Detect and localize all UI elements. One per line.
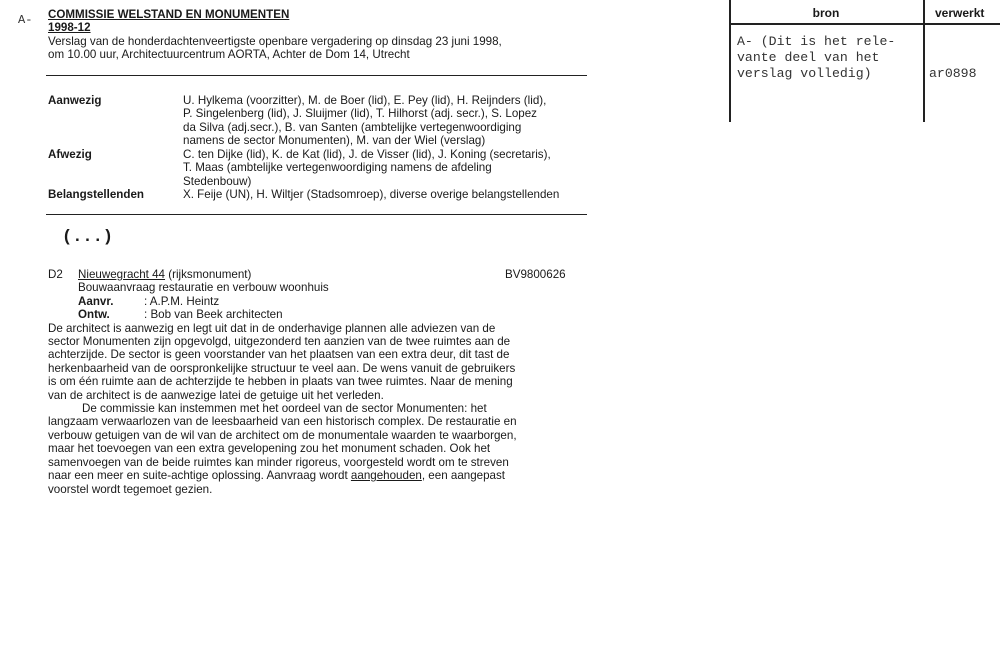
document-subtitle — [48, 35, 608, 62]
item-number: D2 — [48, 268, 63, 281]
text-run: naar een meer en suite-achtige oplossing. Aanvraag wordt — [48, 469, 351, 483]
item-description: Bouwaanvraag restauratie en verbouw woonhuis — [78, 281, 329, 295]
item-paragraph-1 — [48, 322, 598, 402]
document-code: 1998-12 — [48, 21, 91, 34]
paragraph-line: is om één ruimte aan de achterzijde te hebben in plaats van twee ruimtes. Naar de mening — [48, 375, 513, 389]
paragraph-line: samenvoegen van de beide ruimtes kan minder rigoreus, voorgesteld wordt om te streven — [48, 455, 509, 469]
attendance-line: C. ten Dijke (lid), K. de Kat (lid), J. de Visser (lid), J. Koning (secretaris), — [183, 148, 551, 161]
paragraph-line: De commissie kan instemmen met het oordeel van de sector Monumenten: het — [82, 402, 487, 416]
applicant-value: : A.P.M. Heintz — [144, 294, 220, 308]
paragraph-line — [48, 469, 598, 482]
item-address: Nieuwegracht 44 — [78, 268, 166, 281]
attendance-line: T. Maas (ambtelijke vertegenwoordiging namens de afdeling — [183, 161, 492, 175]
paragraph-line: herkenbaarheid van de oorspronkelijke structuur te veel aan. De wens vanuit de gebruikers — [48, 361, 516, 375]
item-heading — [78, 268, 598, 281]
item-reference: BV9800626 — [505, 268, 566, 281]
attendance-line: P. Singelenberg (lid), J. Sluijmer (lid), T. Hilhorst (adj. secr.), S. Lopez — [183, 107, 537, 121]
subtitle-line: om 10.00 uur, Architectuurcentrum AORTA, Achter de Dom 14, Utrecht — [48, 48, 410, 62]
decision-status: aangehouden — [350, 469, 422, 483]
divider — [46, 75, 587, 76]
designer-value: : Bob van Beek architecten — [144, 308, 283, 322]
omission-mark: (...) — [62, 228, 114, 247]
divider — [46, 214, 587, 215]
item-address-note: (rijksmonument) — [168, 268, 252, 281]
verwerkt-cell: ar0898 — [929, 66, 977, 81]
paragraph-line: achterzijde. De sector is geen voorstander van het plaatsen van een extra deur, dit tast de — [48, 348, 510, 362]
item-applicant — [78, 295, 598, 308]
paragraph-line: De architect is aanwezig en legt uit dat in de onderhavige plannen alle adviezen van de — [48, 321, 496, 335]
applicant-label: Aanvr. — [78, 294, 114, 308]
item-designer — [78, 308, 598, 321]
attendance-absent — [183, 148, 593, 188]
table-header-border — [729, 23, 1000, 25]
attendance-label-absent: Afwezig — [48, 148, 92, 161]
attendance-line: da Silva (adj.secr.), B. van Santen (ambtelijke vertegenwoordiging — [183, 120, 522, 134]
attendance-line: namens de sector Monumenten), M. van der Wiel (verslag) — [183, 134, 486, 148]
attendance-line: Stedenbouw) — [183, 174, 252, 188]
paragraph-line: maar het toevoegen van een extra gevelopening zou het monument schaden. Ook het — [48, 442, 491, 456]
designer-label: Ontw. — [78, 308, 110, 322]
attendance-line: U. Hylkema (voorzitter), M. de Boer (lid), E. Pey (lid), H. Reijnders (lid), — [183, 94, 547, 107]
attendance-label-interested: Belangstellenden — [48, 188, 144, 201]
paragraph-line: verbouw getuigen van de wil van de architect om de monumentale waarden te waarborgen, — [48, 428, 517, 442]
paragraph-line: langzaam verwaarlozen van de leesbaarheid van een historisch complex. De restauratie en — [48, 415, 517, 429]
document-title: COMMISSIE WELSTAND EN MONUMENTEN — [48, 8, 290, 21]
text-run: , een aangepast — [421, 469, 506, 483]
attendance-present — [183, 94, 593, 148]
subtitle-line: Verslag van de honderdachtenveertigste openbare vergadering op dinsdag 23 juni 1998, — [48, 35, 502, 48]
column-header-verwerkt: verwerkt — [935, 6, 985, 20]
attendance-interested — [183, 188, 593, 201]
paragraph-line: voorstel wordt tegemoet gezien. — [48, 482, 213, 496]
paragraph-line: van de architect is de aanwezige latei de getuige uit het verleden. — [48, 388, 384, 402]
source-marker: A- — [18, 13, 33, 27]
attendance-line: X. Feije (UN), H. Wiltjer (Stadsomroep), diverse overige belangstellenden — [183, 188, 560, 201]
bron-cell: A- (Dit is het rele- vante deel van het verslag volledig) — [737, 34, 896, 81]
paragraph-line: sector Monumenten zijn opgevolgd, uitgezonderd ten aanzien van de twee ruimtes aan de — [48, 335, 511, 349]
column-header-bron: bron — [812, 6, 840, 20]
table-border-middle — [923, 0, 925, 122]
item-paragraph-2 — [48, 402, 598, 496]
attendance-label-present: Aanwezig — [48, 94, 102, 107]
